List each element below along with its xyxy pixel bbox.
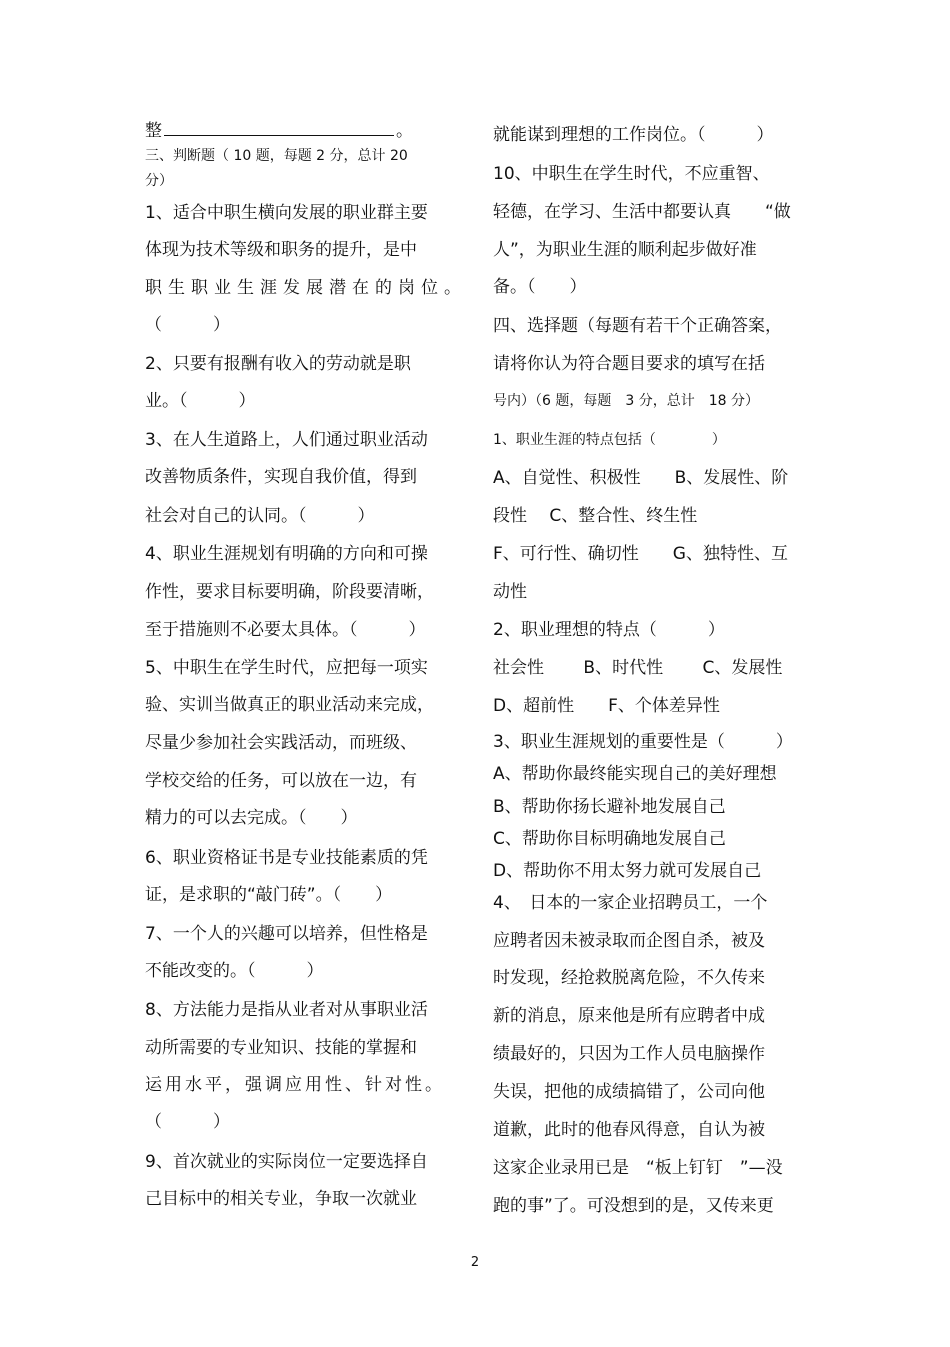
choice-question: 1、职业生涯的特点包括（ ） xyxy=(493,432,726,448)
question-line: 就能谋到理想的工作岗位。（ ） xyxy=(493,125,774,145)
question-line: 1、适合中职生横向发展的职业群主要 xyxy=(145,203,428,223)
answer-brackets: （ ） xyxy=(145,1112,230,1132)
question-line: 学校交给的任务，可以放在一边，有 xyxy=(145,771,417,791)
question-line: 7、一个人的兴趣可以培养，但性格是 xyxy=(145,924,428,944)
fill-line xyxy=(145,121,413,140)
question-line: 8、方法能力是指从业者对从事职业活 xyxy=(145,1000,428,1020)
question-line: 跑的事”了。可没想到的是，又传来更 xyxy=(493,1196,774,1216)
question-line: 作性，要求目标要明确，阶段要清晰， xyxy=(145,582,434,602)
answer-brackets: （ ） xyxy=(145,315,230,335)
question-line: 运用水平，强调应用性、针对性。 xyxy=(145,1075,445,1095)
question-line: 证，是求职的“敲门砖”。（ ） xyxy=(145,885,393,905)
question-line: 社会对自己的认同。（ ） xyxy=(145,506,375,526)
question-line: 精力的可以去完成。（ ） xyxy=(145,808,358,828)
question-line: 尽量少参加社会实践活动，而班级、 xyxy=(145,733,417,753)
question-line: 5、中职生在学生时代，应把每一项实 xyxy=(145,658,428,678)
choice-option: 段性 C、整合性、终生性 xyxy=(493,506,698,526)
section-heading: 请将你认为符合题目要求的填写在括 xyxy=(493,354,765,374)
answer-blank[interactable] xyxy=(164,121,394,136)
question-line: 不能改变的。（ ） xyxy=(145,961,324,981)
section-heading: 号内）（6 题，每题 3 分，总计 18 分） xyxy=(493,393,759,409)
choice-question: 4、 日本的一家企业招聘员工，一个 xyxy=(493,893,768,913)
question-line: 备。（ ） xyxy=(493,277,587,297)
question-line: 10、中职生在学生时代，不应重智、 xyxy=(493,164,770,184)
question-line: 2、只要有报酬有收入的劳动就是职 xyxy=(145,354,411,374)
choice-question: 2、职业理想的特点（ ） xyxy=(493,620,725,640)
choice-option: A、自觉性、积极性 B、发展性、阶 xyxy=(493,468,789,488)
question-line: 6、职业资格证书是专业技能素质的凭 xyxy=(145,848,428,868)
question-line: 新的消息，原来他是所有应聘者中成 xyxy=(493,1006,765,1026)
choice-option: D、超前性 F、个体差异性 xyxy=(493,696,720,716)
choice-option: C、帮助你目标明确地发展自己 xyxy=(493,829,726,849)
choice-option: 动性 xyxy=(493,582,527,602)
choice-option: 社会性 B、时代性 C、发展性 xyxy=(493,658,783,678)
question-line: 人”，为职业生涯的顺利起步做好准 xyxy=(493,240,757,260)
question-line: 轻德，在学习、生活中都要认真 “做 xyxy=(493,202,791,222)
question-line: 应聘者因未被录取而企图自杀，被及 xyxy=(493,931,765,951)
question-line: 改善物质条件，实现自我价值，得到 xyxy=(145,467,417,487)
question-line: 4、职业生涯规划有明确的方向和可操 xyxy=(145,544,428,564)
choice-option: D、帮助你不用太努力就可发展自己 xyxy=(493,861,762,881)
choice-option: F、可行性、确切性 G、独特性、互 xyxy=(493,544,788,564)
question-line: 动所需要的专业知识、技能的掌握和 xyxy=(145,1038,417,1058)
choice-option: B、帮助你扬长避补地发展自己 xyxy=(493,797,726,817)
question-line: 时发现，经抢救脱离危险，不久传来 xyxy=(493,968,765,988)
text: 。 xyxy=(396,121,413,141)
section-heading: 三、判断题（ 10 题，每题 2 分，总计 20 xyxy=(145,148,408,164)
question-line: 3、在人生道路上，人们通过职业活动 xyxy=(145,430,428,450)
question-line: 绩最好的，只因为工作人员电脑操作 xyxy=(493,1044,765,1064)
section-heading: 四、选择题（每题有若干个正确答案， xyxy=(493,316,782,336)
question-line: 失误，把他的成绩搞错了，公司向他 xyxy=(493,1082,765,1102)
page-number: 2 xyxy=(470,1255,480,1270)
question-line: 职生职业生涯发展潜在的岗位。 xyxy=(145,278,467,298)
question-line: 验、实训当做真正的职业活动来完成， xyxy=(145,695,434,715)
choice-option: A、帮助你最终能实现自己的美好理想 xyxy=(493,764,777,784)
question-line: 己目标中的相关专业，争取一次就业 xyxy=(145,1189,417,1209)
question-line: 道歉，此时的他春风得意，自认为被 xyxy=(493,1120,765,1140)
choice-question: 3、职业生涯规划的重要性是（ ） xyxy=(493,732,793,752)
question-line: 至于措施则不必要太具体。（ ） xyxy=(145,620,426,640)
question-line: 9、首次就业的实际岗位一定要选择自 xyxy=(145,1152,428,1172)
section-heading: 分） xyxy=(145,173,173,189)
question-line: 业。（ ） xyxy=(145,391,256,411)
text: 整 xyxy=(145,121,162,141)
question-line: 这家企业录用已是 “板上钉钉 ”—没 xyxy=(493,1158,783,1178)
question-line: 体现为技术等级和职务的提升，是中 xyxy=(145,240,417,260)
